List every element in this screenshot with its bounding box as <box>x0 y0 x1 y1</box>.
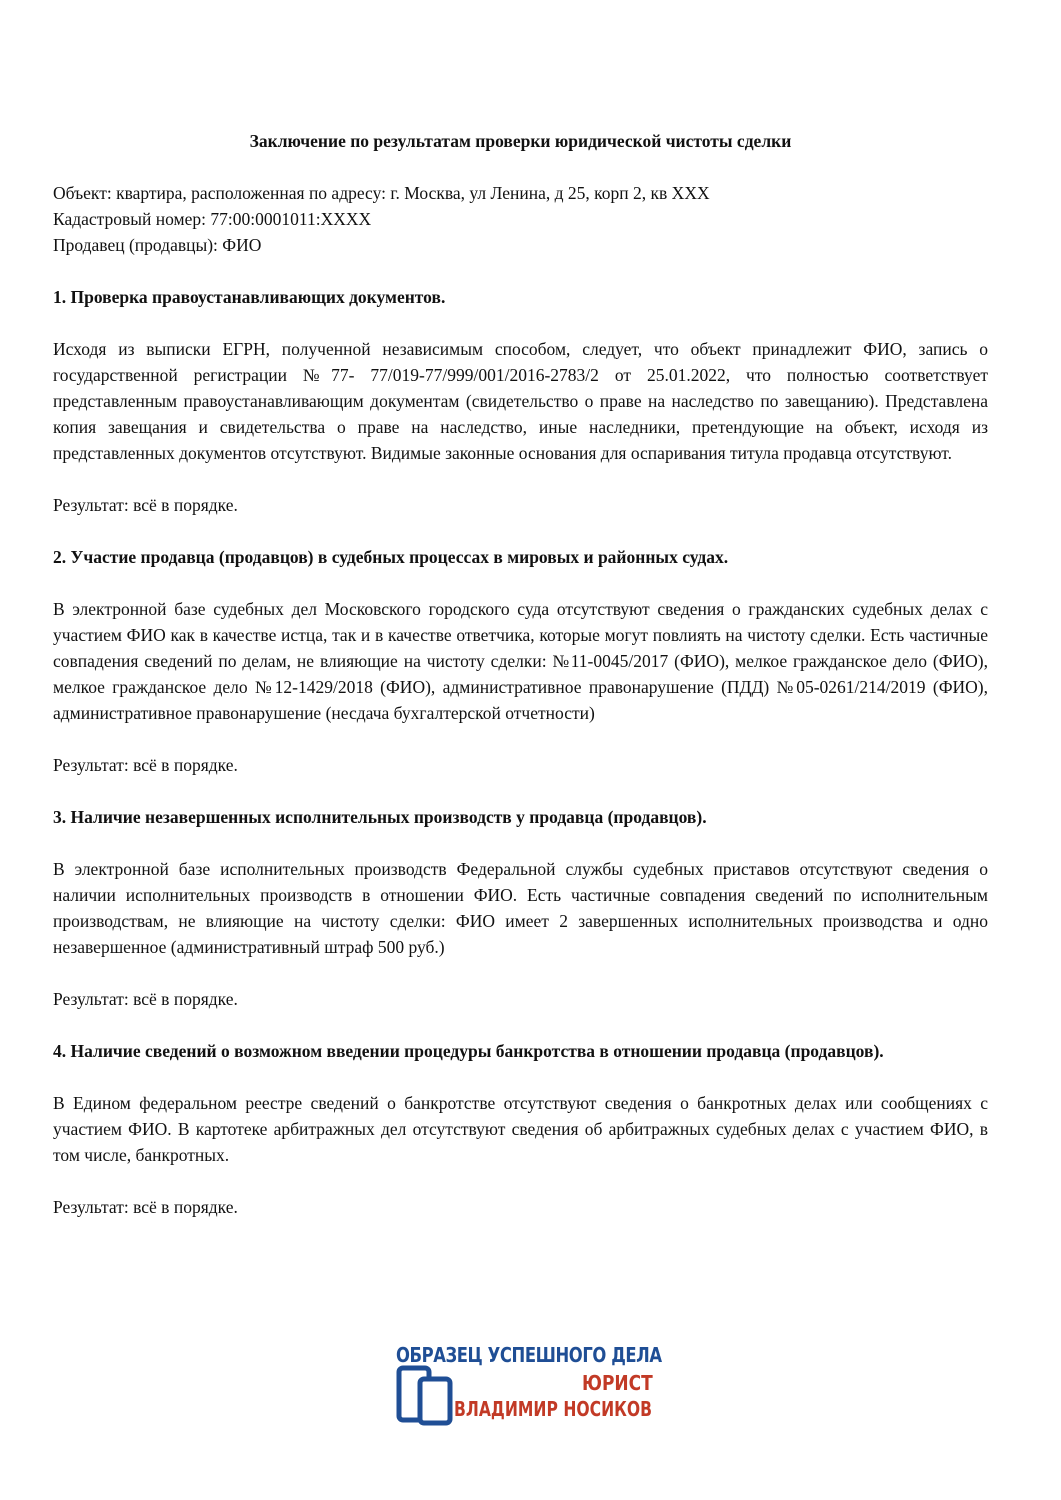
section-heading: 4. Наличие сведений о возможном введении процедуры банкротства в отношении продавца (продавцов). <box>53 1041 884 1061</box>
document-title: Заключение по результатам проверки юридической чистоты сделки <box>249 131 792 151</box>
section-heading: 1. Проверка правоустанавливающих документов. <box>53 287 446 307</box>
document-page <box>53 128 988 1246</box>
logo-line-2: ЮРИСТ <box>582 1371 653 1395</box>
section-1 <box>53 284 988 518</box>
section-body: Исходя из выписки ЕГРН, полученной независимым способом, следует, что объект принадлежит ФИО, запись о государственной регистрации №77- 77/019-77/999/001/2016-2783/2 от 25.01.2022, что полностью соответствует представленным правоустанавливающим документам (свидетельство о праве на наследство по завещанию). Представлена копия завещания и свидетельства о праве на наследство, иные наследники, претендующие на объект, исходя из представленных документов отсутствуют. Видимые законные основания для оспаривания титула продавца отсутствуют. <box>53 339 988 463</box>
section-result: Результат: всё в порядке. <box>53 755 238 775</box>
section-body: В Едином федеральном реестре сведений о банкротстве отсутствуют сведения о банкротных делах или сообщениях с участием ФИО. В картотеке арбитражных дел отсутствуют сведения об арбитражных судебных делах с участием ФИО, в том числе, банкротных. <box>53 1093 988 1165</box>
section-result: Результат: всё в порядке. <box>53 989 238 1009</box>
object-line: Объект: квартира, расположенная по адресу: г. Москва, ул Ленина, д 25, корп 2, кв XXX <box>53 183 710 203</box>
document-meta <box>53 180 988 258</box>
section-body: В электронной базе исполнительных производств Федеральной службы судебных приставов отсутствуют сведения о наличии исполнительных производств в отношении ФИО. Есть частичные совпадения сведений по исполнительным производствам, не влияющие на чистоту сделки: ФИО имеет 2 завершенных исполнительных производства и одно незавершенное (административный штраф 500 руб.) <box>53 859 988 957</box>
logo-line-3: ВЛАДИМИР НОСИКОВ <box>454 1397 653 1421</box>
documents-icon <box>396 1365 456 1427</box>
watermark-logo <box>396 1343 668 1429</box>
section-body: В электронной базе судебных дел Московского городского суда отсутствуют сведения о гражданских судебных делах с участием ФИО как в качестве истца, так и в качестве ответчика, которые могут повлиять на чистоту сделки. Есть частичные совпадения сведений по делам, не влияющие на чистоту сделки: №11-0045/2017 (ФИО), мелкое гражданское дело (ФИО), мелкое гражданское дело №12-1429/2018 (ФИО), административное правонарушение (ПДД) №05-0261/214/2019 (ФИО), административное правонарушение (несдача бухгалтерской отчетности) <box>53 599 988 723</box>
section-4 <box>53 1038 988 1220</box>
section-result: Результат: всё в порядке. <box>53 1197 238 1217</box>
section-heading: 3. Наличие незавершенных исполнительных производств у продавца (продавцов). <box>53 807 707 827</box>
cadastral-line: Кадастровый номер: 77:00:0001011:XXXX <box>53 209 372 229</box>
section-result: Результат: всё в порядке. <box>53 495 238 515</box>
section-heading: 2. Участие продавца (продавцов) в судебных процессах в мировых и районных судах. <box>53 547 729 567</box>
section-2 <box>53 544 988 778</box>
seller-line: Продавец (продавцы): ФИО <box>53 235 262 255</box>
section-3 <box>53 804 988 1012</box>
logo-line-1: ОБРАЗЕЦ УСПЕШНОГО ДЕЛА <box>396 1343 662 1367</box>
